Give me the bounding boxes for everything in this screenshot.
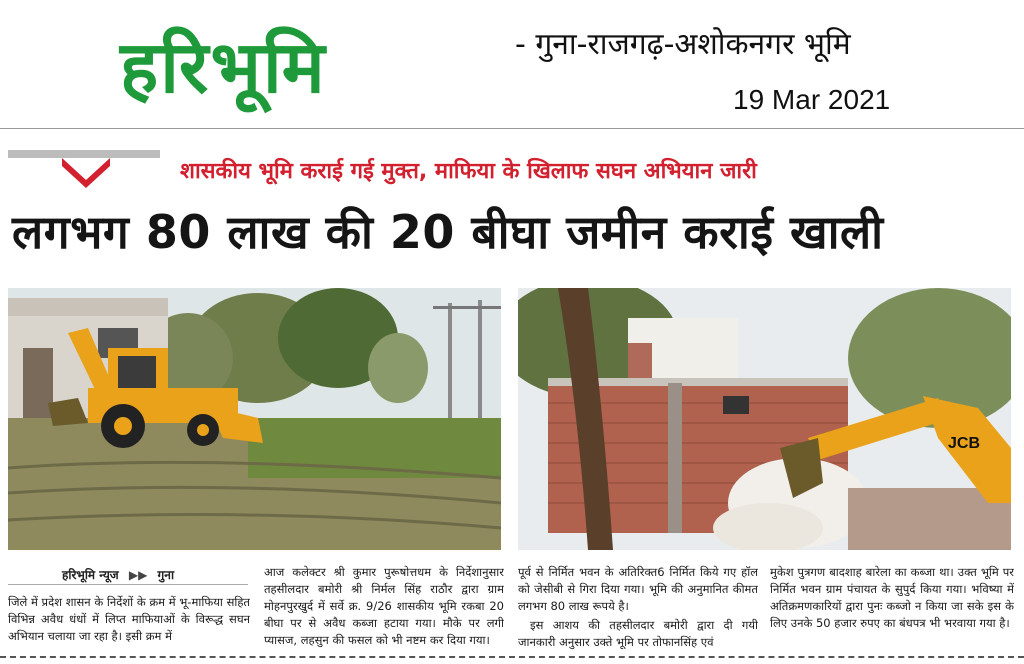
article-column-2 <box>264 564 504 652</box>
byline-divider <box>8 584 248 585</box>
byline-place: गुना <box>157 568 175 582</box>
byline-source: हरिभूमि न्यूज <box>62 568 119 582</box>
paragraph: आज कलेक्टर श्री कुमार पुरूषोत्तधम के निर्देशानुसार तहसीलदार बमोरी श्री निर्मल सिंह राठौर द्वारा ग्राम मोहनपुरखुर्द में सर्वे क्र. 9/26 शासकीय भूमि रकबा 20 बीघा पर से अवैध कब्जा हटाया गया। मौके पर लगी प्यासज, लहसुन की फसल को भी नष्टम कर दिया गया। <box>264 565 504 647</box>
photo-backhoe-field <box>8 288 501 550</box>
paragraph: इस आशय की तहसीलदार बमोरी द्वारा दी गयी जानकारी अनुसार उक्ते भूमि पर तोफानसिंह एवं <box>518 618 758 649</box>
newspaper-logo: हरिभूमि <box>120 25 327 109</box>
kicker-bar <box>8 150 160 158</box>
byline-arrow-icon: ▶▶ <box>128 568 148 582</box>
photo-jcb-demolition <box>518 288 1011 550</box>
publication-date: 19 Mar 2021 <box>733 84 891 115</box>
article-column-4 <box>770 564 1014 652</box>
paragraph: पूर्व से निर्मित भवन के अतिरिक्त6 निर्मित किये गए हॉल को जेसीबी से गिरा दिया गया। भूमि की अनुमानित कीमत लगभग 80 लाख रूपये है। <box>518 565 758 613</box>
jcb-brand-text: JCB <box>948 435 981 452</box>
article-column-3 <box>518 564 758 652</box>
article-subheadline: शासकीय भूमि कराई गई मुक्त, माफिया के खिलाफ सघन अभियान जारी <box>180 159 757 184</box>
paragraph: जिले में प्रदेश शासन के निर्देशों के क्रम में भू-माफिया सहित विभिन्न अवैध धंधों में लिप्त माफियाओं के विरूद्ध सघन अभियान चलाया जा रहा है। इसी क्रम में <box>8 595 250 643</box>
masthead-divider <box>0 128 1024 129</box>
byline <box>62 566 174 583</box>
article-headline: लगभग 80 लाख की 20 बीघा जमीन कराई खाली <box>12 205 884 259</box>
edition-name: - गुना-राजगढ़-अशोकनगर भूमि <box>515 27 851 62</box>
article-column-1 <box>8 594 250 652</box>
paragraph: मुकेश पुत्रगण बादशाह बारेला का कब्जा था। उक्त भूमि पर निर्मित भवन ग्राम पंचायत के सुपुर्द किया गया। भविष्या में अतिक्रमणकारियों द्वारा पुनः कब्जो न किया जा सके इस के लिए उनके 50 हजार रुपए का बंधपत्र भी भरवाया गया है। <box>770 565 1014 630</box>
clipping-cut-line <box>0 656 1024 658</box>
chevron-down-icon <box>62 158 110 188</box>
masthead <box>0 0 1024 128</box>
